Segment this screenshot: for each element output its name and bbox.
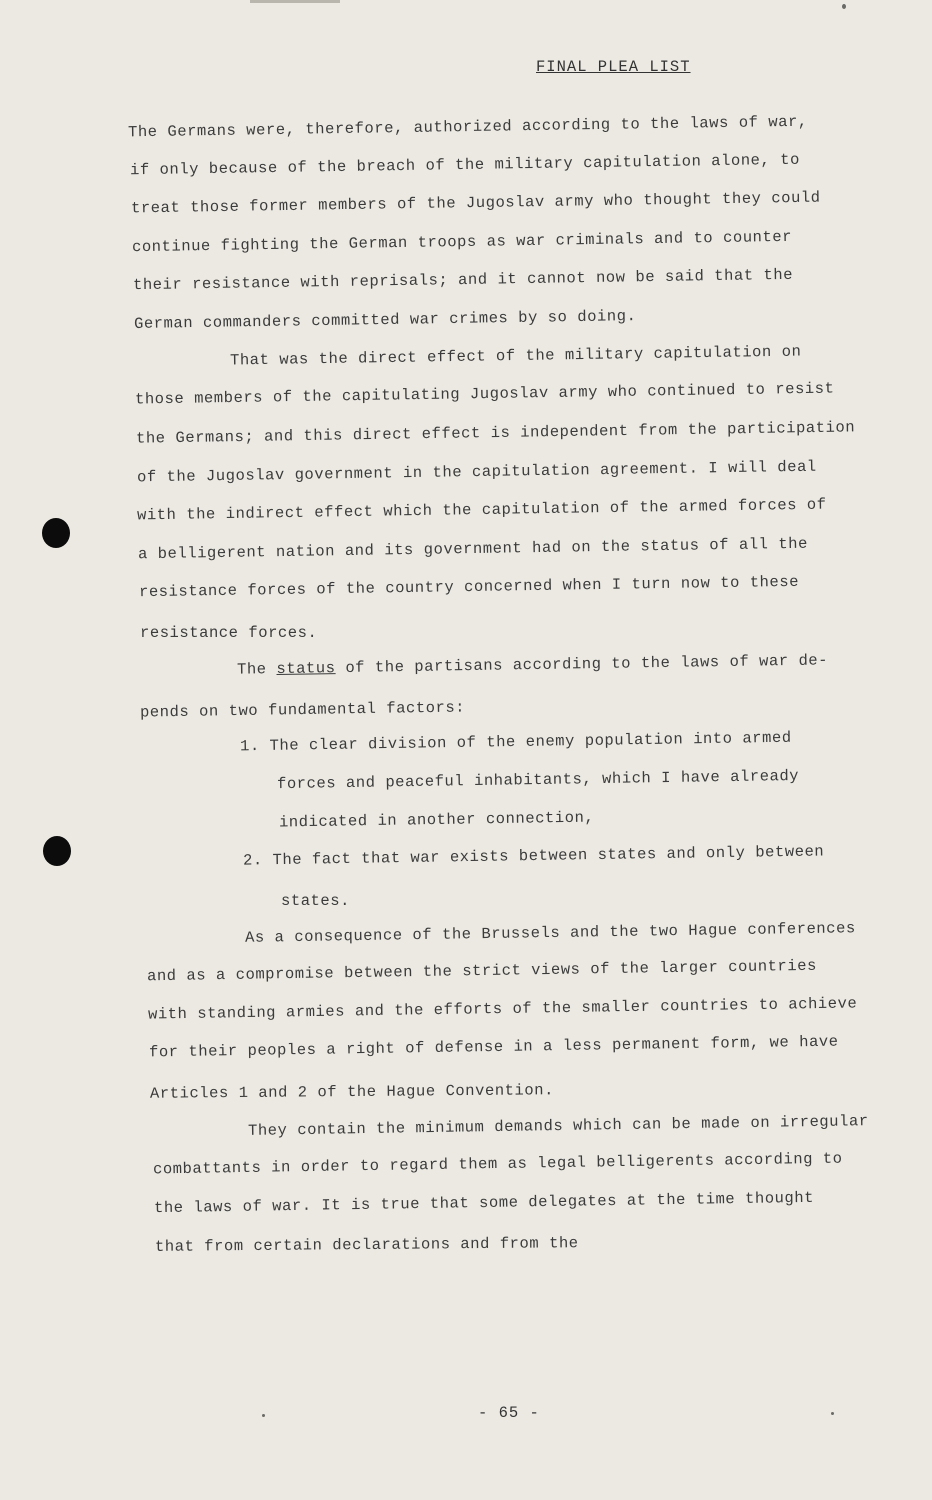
text-line: and as a compromise between the strict views of the larger countries [146, 956, 818, 986]
text-line: The Germans were, therefore, authorized according to the laws of war, [127, 112, 808, 142]
text-line: of the Jugoslav government in the capitulation agreement. I will deal [136, 457, 817, 487]
text-line: states. [281, 892, 350, 910]
ink-speck [262, 1414, 265, 1417]
text-line: They contain the minimum demands which can be made on irregular [247, 1112, 869, 1140]
text-line: As a consequence of the Brussels and the two Hague conferences [244, 919, 856, 947]
ink-speck [831, 1412, 834, 1415]
text-line: those members of the capitulating Jugoslav army who continued to resist [134, 379, 835, 409]
punch-hole-bottom [43, 836, 71, 866]
punch-hole-top [42, 518, 70, 548]
text-line: that from certain declarations and from the [154, 1234, 579, 1256]
text-line: resistance forces of the country concerned when I turn now to these [138, 572, 800, 602]
text-line: continue fighting the German troops as war criminals and to counter [131, 227, 793, 257]
text-line: their resistance with reprisals; and it cannot now be said that the [132, 265, 794, 295]
page-number: - 65 - [478, 1404, 540, 1422]
text-line: German commanders committed war crimes by so doing. [133, 307, 637, 333]
paper-top-edge [250, 0, 340, 3]
text-line: with standing armies and the efforts of the smaller countries to achieve [147, 994, 858, 1024]
text-line: treat those former members of the Jugoslav army who thought they could [130, 188, 821, 218]
text-line: the Germans; and this direct effect is independent from the participation [135, 418, 856, 448]
underlined-word: status [276, 659, 336, 679]
text-line: resistance forces. [140, 624, 318, 642]
list-item-2: 2. The fact that war exists between states and only between [242, 842, 825, 870]
ink-speck [842, 4, 846, 9]
text-line: combattants in order to regard them as legal belligerents according to [152, 1149, 843, 1179]
text-line: The status of the partisans according to the laws of war de- [236, 651, 829, 679]
page-header: FINAL PLEA LIST [536, 58, 691, 76]
text-line: if only because of the breach of the military capitulation alone, to [129, 150, 801, 180]
text-line: the laws of war. It is true that some delegates at the time thought [153, 1188, 815, 1218]
text-line: forces and peaceful inhabitants, which I have already [276, 766, 800, 794]
text-line: indicated in another connection, [278, 808, 595, 832]
text-line: for their peoples a right of defense in a less permanent form, we have [148, 1032, 839, 1062]
text-line: pends on two fundamental factors: [139, 698, 466, 722]
text-line: That was the direct effect of the military capitulation on [229, 342, 802, 370]
text-line: with the indirect effect which the capitulation of the armed forces of [136, 495, 827, 525]
text-line: a belligerent nation and its government had on the status of all the [137, 534, 809, 564]
text-line: Articles 1 and 2 of the Hague Convention. [149, 1081, 554, 1103]
list-item-1: 1. The clear division of the enemy population into armed [239, 728, 792, 756]
